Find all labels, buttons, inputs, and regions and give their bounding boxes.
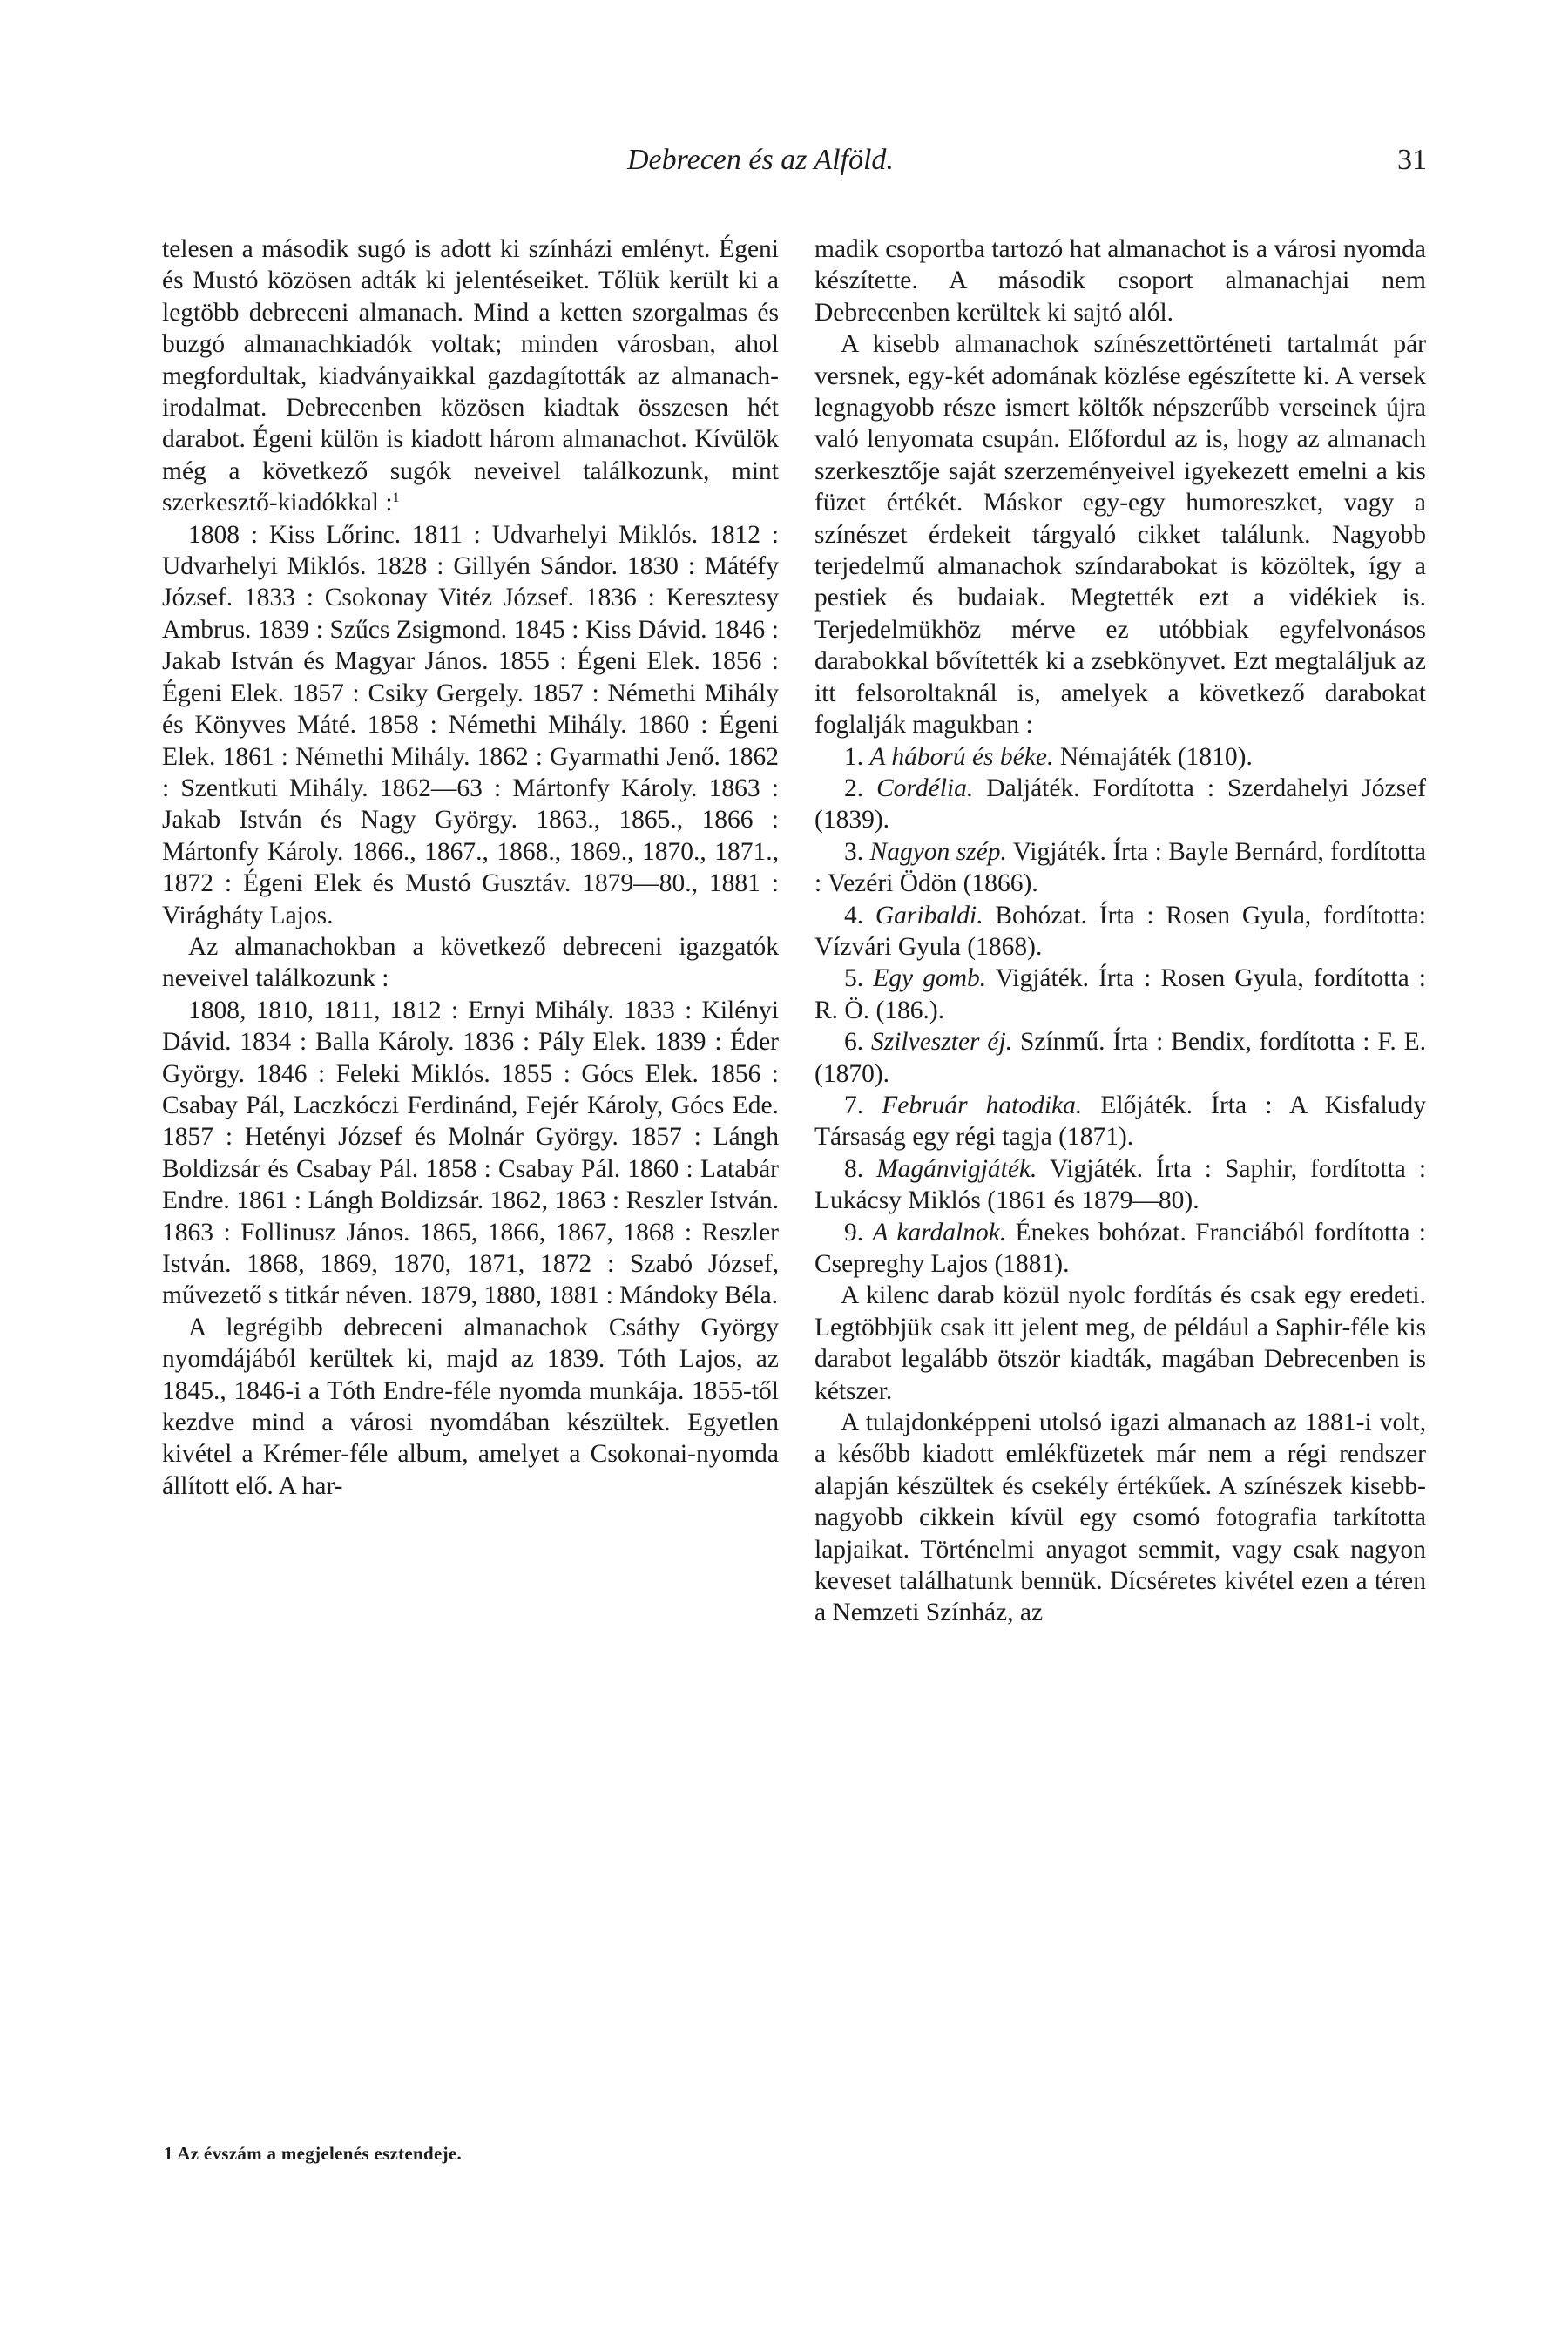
- item-number: 8.: [844, 1154, 864, 1183]
- paragraph: A tulajdonképpeni utolsó igazi almanach az 1881-i volt, a később kiadott emlékfüzetek már nem a régi rendszer alapján készültek és csekély értékűek. A színészek kisebb-nagyobb cikkein kívül egy csomó fotografia tarkította lapjaikat. Történelmi anyagot semmit, vagy csak nagyon keveset találhatunk bennük. Dícséretes kivétel ezen a téren a Nemzeti Színház, az: [814, 1409, 1426, 1627]
- list-item: [814, 836, 1426, 900]
- item-title: A háború és béke.: [869, 742, 1054, 771]
- list-item: [814, 1026, 1426, 1090]
- item-number: 9.: [844, 1218, 864, 1247]
- item-title: Nagyon szép.: [869, 837, 1007, 866]
- paragraph: madik csoportba tartozó hat almanachot is a városi nyomda készítette. A második csoport almanachjai nem Debrecenben kerültek ki sajtó alól.: [814, 235, 1426, 327]
- item-title: Cordélia.: [876, 774, 974, 802]
- paragraph: [162, 233, 779, 519]
- list-item: [814, 741, 1426, 773]
- item-details: Daljáték. Fordította : Szerdahelyi József (1839).: [814, 774, 1426, 835]
- page-number: 31: [1397, 144, 1427, 176]
- item-number: 2.: [844, 774, 864, 802]
- list-item: [814, 1090, 1426, 1153]
- paragraph: 1808 : Kiss Lőrinc. 1811 : Udvarhelyi Miklós. 1812 : Udvarhelyi Miklós. 1828 : Gillyén Sándor. 1830 : Mátéfy József. 1833 : Csokonay Vitéz József. 1836 : Keresztesy Ambrus. 1839 : Szűcs Zsigmond. 1845 : Kiss Dávid. 1846 : Jakab István és Magyar János. 1855 : Égeni Elek. 1856 : Égeni Elek. 1857 : Csiky Gergely. 1857 : Némethi Mihály és Könyves Máté. 1858 : Némethi Mihály. 1860 : Égeni Elek. 1861 : Némethi Mihály. 1862 : Gyarmathi Jenő. 1862 : Szentkuti Mihály. 1862—63 : Mártonfy Károly. 1863 : Jakab István és Nagy György. 1863., 1865., 1866 : Mártonfy Károly. 1866., 1867., 1868., 1869., 1870., 1871., 1872 : Égeni Elek és Mustó Gusztáv. 1879—80., 1881 : Virágháty Lajos.: [162, 520, 779, 929]
- running-title: Debrecen és az Alföld.: [627, 144, 894, 176]
- list-item: [814, 773, 1426, 836]
- right-column: [814, 233, 1426, 1629]
- left-column: [162, 233, 779, 1502]
- paragraph: Az almanachokban a következő debreceni igazgatók neveivel találkozunk :: [162, 932, 779, 993]
- item-number: 1.: [844, 742, 864, 771]
- paragraph: 1808, 1810, 1811, 1812 : Ernyi Mihály. 1833 : Kilényi Dávid. 1834 : Balla Károly. 1836 : Pály Elek. 1839 : Éder György. 1846 : Feleki Miklós. 1855 : Gócs Elek. 1856 : Csabay Pál, Laczkóczi Ferdinánd, Fejér Károly, Gócs Ede. 1857 : Hetényi József és Molnár György. 1857 : Lángh Boldizsár és Csabay Pál. 1858 : Csabay Pál. 1860 : Latabár Endre. 1861 : Lángh Boldizsár. 1862, 1863 : Reszler István. 1863 : Follinusz János. 1865, 1866, 1867, 1868 : Reszler István. 1868, 1869, 1870, 1871, 1872 : Szabó József, művezető s titkár néven. 1879, 1880, 1881 : Mándoky Béla.: [162, 996, 779, 1310]
- item-details: Vigjáték. Írta : Rosen Gyula, fordította : R. Ö. (186.).: [814, 964, 1426, 1024]
- item-title: A kardalnok.: [872, 1218, 1007, 1247]
- item-details: Vigjáték. Írta : Bayle Bernárd, fordította : Vezéri Ödön (1866).: [814, 837, 1426, 898]
- item-number: 5.: [844, 964, 864, 993]
- item-number: 3.: [844, 837, 864, 866]
- footnote-mark: 1: [164, 2143, 173, 2164]
- list-item: [814, 900, 1426, 963]
- paragraph: A legrégibb debreceni almanachok Csáthy György nyomdájából kerültek ki, majd az 1839. Tóth Lajos, az 1845., 1846-i a Tóth Endre-féle nyomda munkája. 1855-től kezdve mind a városi nyomdában készültek. Egyetlen kivétel a Krémer-féle album, amelyet a Csokonai-nyomda állított elő. A har-: [162, 1313, 779, 1500]
- item-title: Február hatodika.: [882, 1091, 1083, 1119]
- item-details: Vigjáték. Írta : Saphir, fordította : Lukácsy Miklós (1861 és 1879—80).: [814, 1154, 1427, 1215]
- list-item: [814, 963, 1426, 1026]
- item-number: 6.: [844, 1028, 864, 1057]
- item-number: 4.: [844, 901, 864, 929]
- footnote: [164, 2143, 774, 2165]
- item-title: Szilveszter éj.: [871, 1028, 1013, 1057]
- item-details: Némajáték (1810).: [1053, 742, 1253, 771]
- page-header: [0, 144, 1568, 196]
- paragraph: A kisebb almanachok színészettörténeti tartalmát pár versnek, egy-két adomának közlése egészítette ki. A versek legnagyobb része ismert költők népszerűbb verseinek újra való lenyomata csupán. Előfordul az is, hogy az almanach szerkesztője saját szerzeményeivel igyekezett emelni a kis füzet értékét. Máskor egy-egy humoreszket, vagy a színészet érdekeit tárgyaló cikket találunk. Nagyobb terjedelmű almanachok színdarabokat is közöltek, így a pestiek és budaiak. Megtették ezt a vidékiek is. Terjedelmükhöz mérve ez utóbbiak egyfelvonásos darabokkal bővítették ki a zsebkönyvet. Ezt megtaláljuk az itt felsoroltaknál is, amelyek a következő darabokat foglalják magukban :: [814, 330, 1426, 740]
- item-title: Egy gomb.: [873, 964, 987, 993]
- item-title: Garibaldi.: [875, 901, 983, 929]
- paragraph-text: telesen a második sugó is adott ki színházi emlényt. Égeni és Mustó közösen adták ki jelentéseiket. Tőlük került ki a legtöbb debreceni almanach. Mind a ketten szorgalmas és buzgó almanachkiadók voltak; minden városban, ahol megfordultak, kiadványaikkal gazdagították az almanach-irodalmat. Debrecenben közösen kiadtak összesen hét darabot. Égeni külön is kiadott három almanachot. Kívülök még a következő sugók neveivel találkozunk, mint szerkesztő-kiadókkal :: [162, 235, 779, 517]
- footnote-text: Az évszám a megjelenés esztendeje.: [177, 2143, 463, 2164]
- paragraph: A kilenc darab közül nyolc fordítás és csak egy eredeti. Legtöbbjük csak itt jelent meg, de például a Saphir-féle kis darabot legalább ötször kiadták, magában Debrecenben is kétszer.: [814, 1281, 1426, 1405]
- item-details: Előjáték. Írta : A Kisfaludy Társaság egy régi tagja (1871).: [814, 1091, 1427, 1152]
- item-details: Színmű. Írta : Bendix, fordította : F. E. (1870).: [814, 1028, 1427, 1088]
- item-title: Magánvigjáték.: [876, 1154, 1037, 1183]
- item-details: Énekes bohózat. Franciából fordította : Csepreghy Lajos (1881).: [814, 1218, 1426, 1278]
- list-item: [814, 1153, 1426, 1217]
- item-number: 7.: [844, 1091, 864, 1119]
- footnote-reference: 1: [392, 490, 400, 506]
- item-details: Bohózat. Írta : Rosen Gyula, fordította: Vízvári Gyula (1868).: [814, 901, 1426, 961]
- list-item: [814, 1217, 1426, 1281]
